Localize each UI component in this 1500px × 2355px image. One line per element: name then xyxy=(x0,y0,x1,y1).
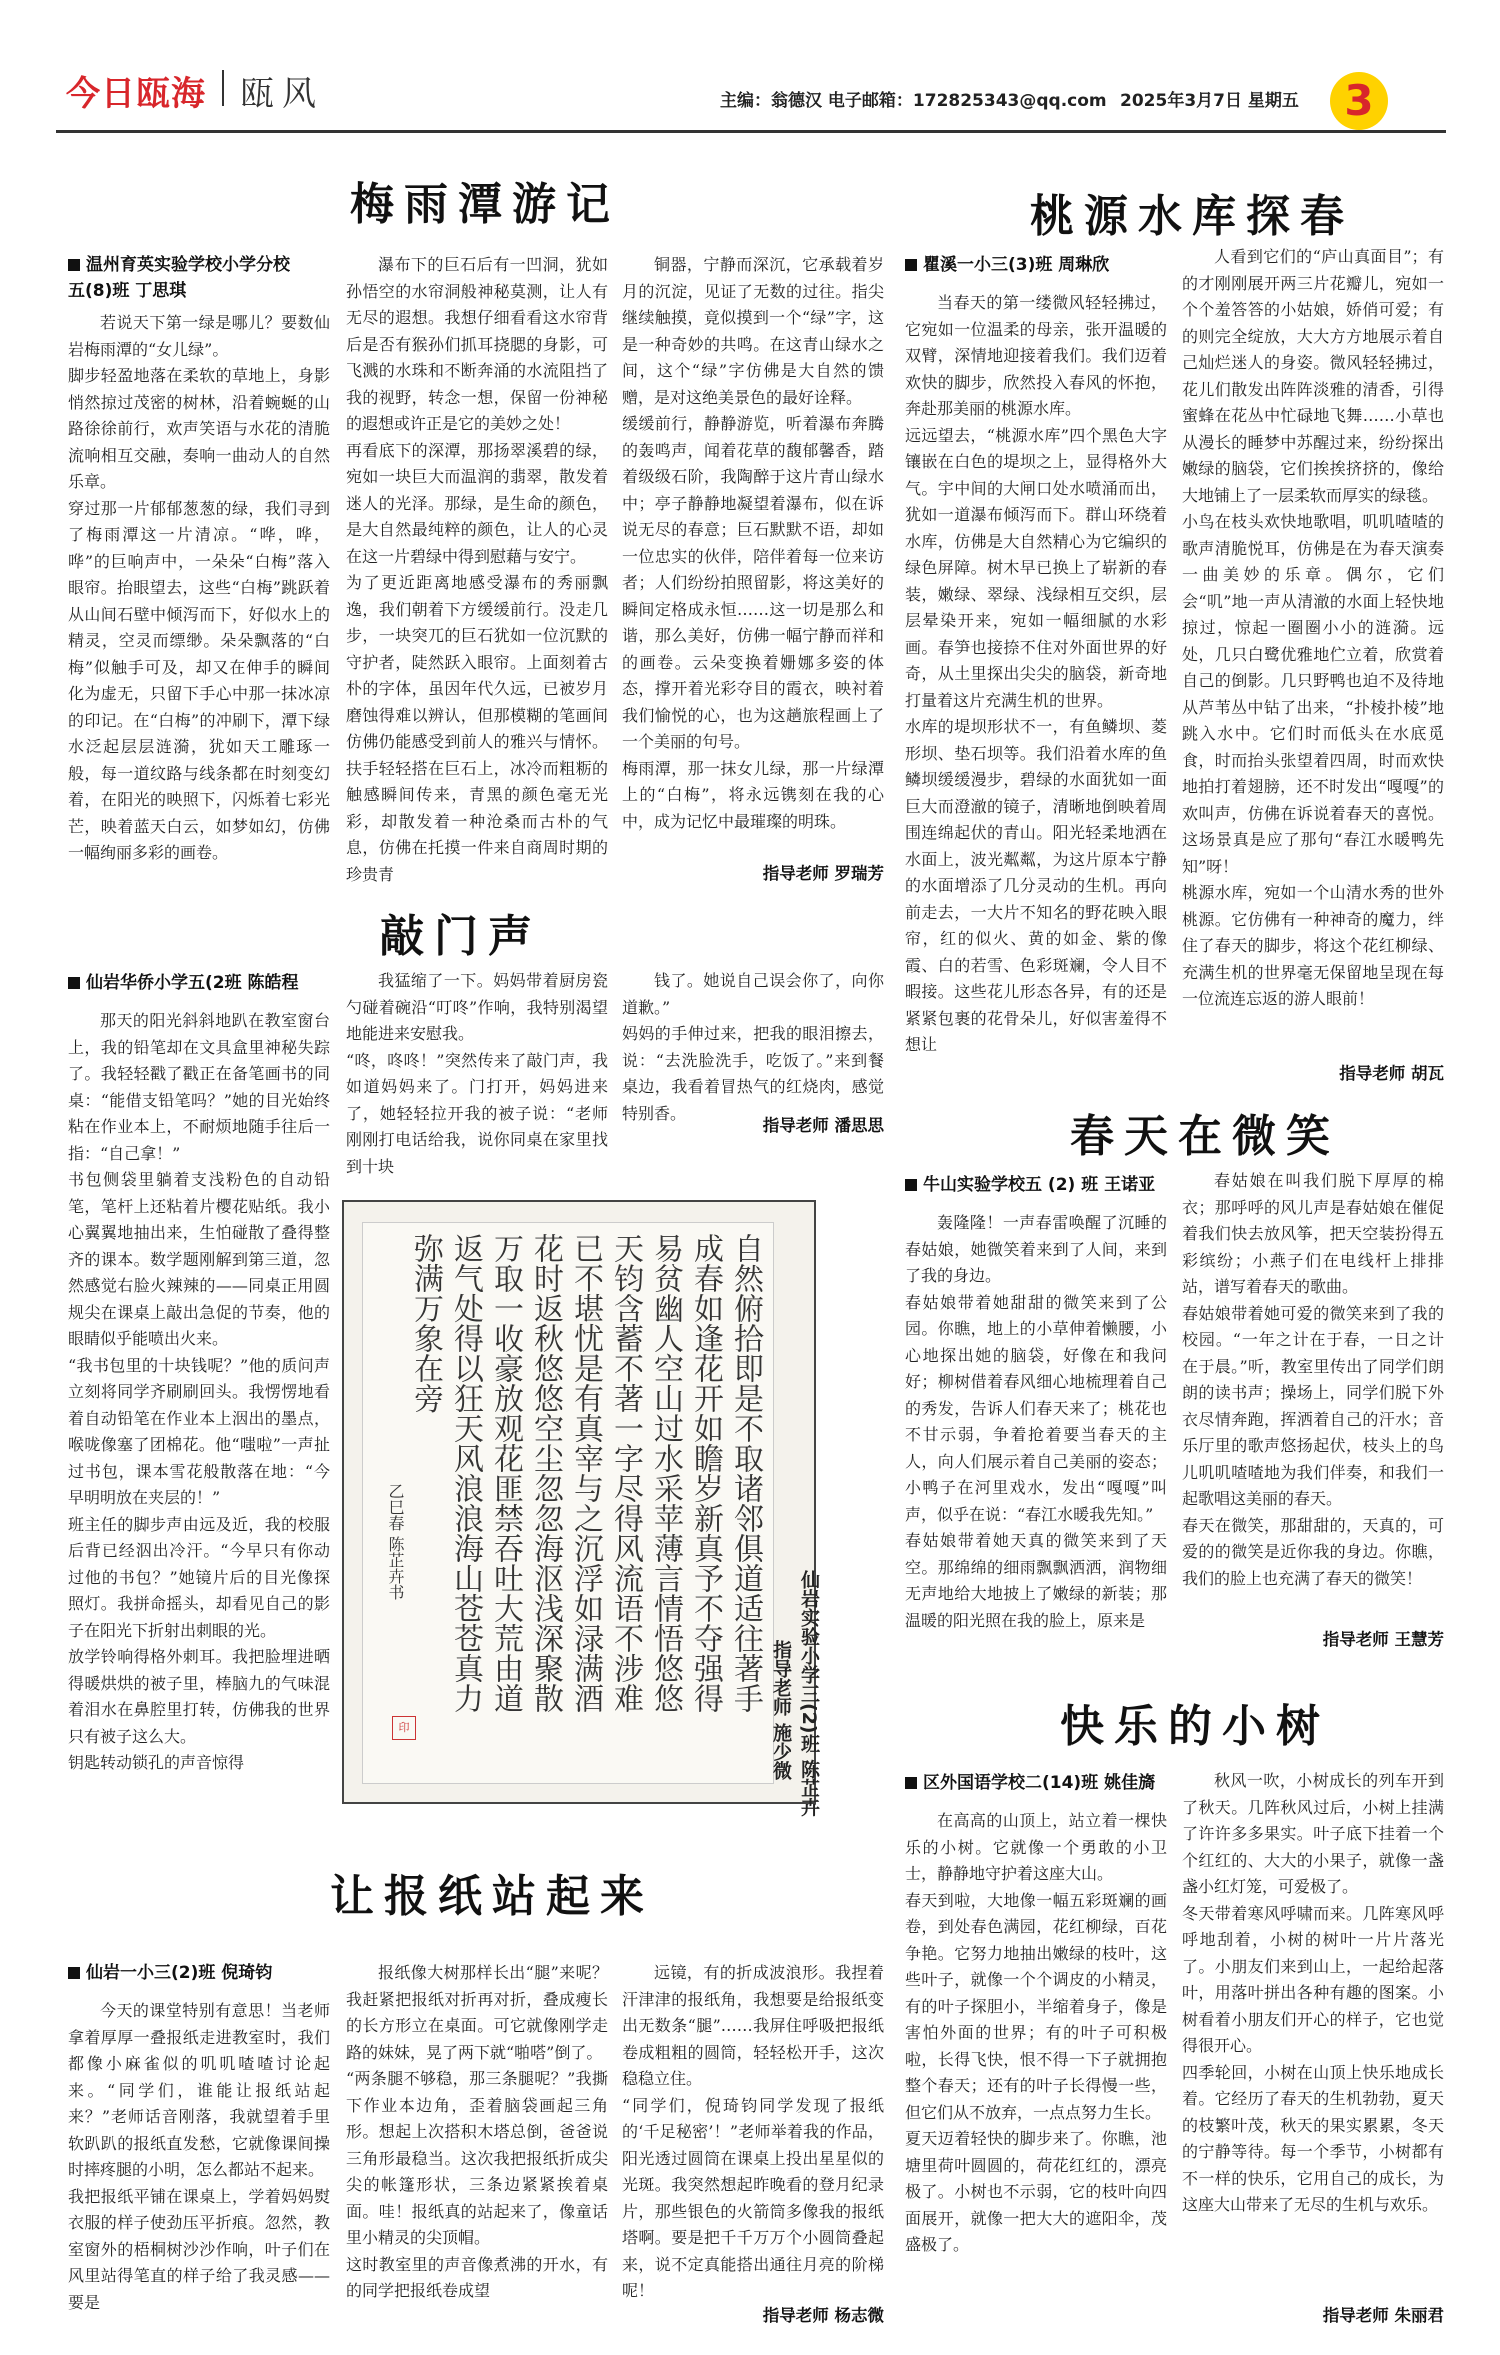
editor-email: 主编：翁德汉 电子邮箱：172825343@qq.com xyxy=(720,91,1107,111)
article-body-baozhi-col2: 报纸像大树那样长出“腿”来呢？我赶紧把报纸对折再对折，叠成瘦长的长方形立在桌面。可它就像刚学走路的妹妹，晃了两下就“啪嗒”倒了。 “两条腿不够稳，那三条腿呢？”我撕下作业本边角，歪着脑袋画起三角形。想起上次搭积木塔总倒，爸爸说三角形最稳当。这次我把报纸折成尖尖的帐篷形状，三条边紧紧挨着桌面。哇！报纸真的站起来了，像童话里小精灵的尖顶帽。 这时教室里的声音像煮沸的开水，有的同学把报纸卷成望 xyxy=(346,1963,608,2300)
calligraphy-teacher-caption: 指导老师 施少微 xyxy=(770,1640,792,1780)
teacher-chuntian: 指导老师 王慧芳 xyxy=(1322,1630,1444,1649)
article-title-taoyuan: 桃源水库探春 xyxy=(1030,191,1354,242)
calligraphy-column: 弥满万象在旁 xyxy=(408,1233,443,1413)
calligraphy-column: 返气处得以狂天风浪浪海山苍苍真力 xyxy=(448,1233,483,1713)
article-body-taoyuan-col2: 人看到它们的“庐山真面目”；有的才刚刚展开两三片花瓣儿，宛如一个个羞答答的小姑娘，娇俏可爱；有的则完全绽放，大大方方地展示着自己灿烂迷人的身姿。微风轻轻拂过，花儿们散发出阵阵淡雅的清香，引得蜜蜂在花丛中忙碌地飞舞……小草也从漫长的睡梦中苏醒过来，纷纷探出嫩绿的脑袋，它们挨挨挤挤的，像给大地铺上了一层柔软而厚实的绿毯。 小鸟在枝头欢快地歌唱，叽叽喳喳的歌声清脆悦耳，仿佛是在为春天演奏一曲美妙的乐章。偶尔，它们会“叽”地一声从清澈的水面上轻快地掠过，惊起一圈圈小小的涟漪。远处，几只白鹭优雅地伫立着，欣赏着自己的倒影。几只野鸭也迫不及待地从芦苇丛中钻了出来，“扑棱扑棱”地跳入水中。它们时而低头在水底觅食，时而抬头张望着四周，时而欢快地拍打着翅膀，还不时发出“嘎嘎”的欢叫声，仿佛在诉说着春天的喜悦。这场景真是应了那句“春江水暖鸭先知”呀！ 桃源水库，宛如一个山清水秀的世外桃源。它仿佛有一种神奇的魔力，绊住了春天的脚步，将这个花红柳绿、充满生机的世界毫无保留地呈现在每一位流连忘返的游人眼前！ xyxy=(1182,247,1444,1008)
article-title-baozhi: 让报纸站起来 xyxy=(330,1871,654,1922)
article-title-qiaomen: 敲门声 xyxy=(380,911,542,962)
teacher-meiyutan: 指导老师 罗瑞芳 xyxy=(762,864,884,883)
article-body-qiaomen-col1: 那天的阳光斜斜地趴在教室窗台上，我的铅笔却在文具盒里神秘失踪了。我轻轻戳了戳正在备笔画书的同桌：“能借支铅笔吗？”她的目光始终粘在作业本上，不耐烦地随手往后一指：“自己拿！” 书包侧袋里躺着支浅粉色的自动铅笔，笔杆上还粘着片樱花贴纸。我小心翼翼地抽出来，生怕碰散了叠得整齐的课本。数学题刚解到第三道，忽然感觉右脸火辣辣的——同桌正用圆规尖在课桌上敲出急促的节奏，他的眼睛似乎能喷出火来。 “我书包里的十块钱呢？”他的质问声立刻将同学齐刷刷回头。我愣愣地看着自动铅笔在作业本上洇出的墨点，喉咙像塞了团棉花。他“嗤啦”一声扯过书包，课本雪花般散落在地：“今早明明放在夹层的！” 班主任的脚步声由远及近，我的校服后背已经泅出冷汗。“今早只有你动过他的书包？”她镜片后的目光像探照灯。我拼命摇头，却看见自己的影子在阳光下折射出刺眼的光。 放学铃响得格外刺耳。我把脸埋进晒得暖烘烘的被子里，棒脑九的气味混着泪水在鼻腔里打转，仿佛我的世界只有被子这么大。 钥匙转动锁孔的声音惊得 xyxy=(68,1011,330,1772)
article-title-meiyutan: 梅雨潭游记 xyxy=(350,179,620,230)
masthead-divider xyxy=(222,70,224,106)
article-body-meiyutan-col2: 瀑布下的巨石后有一凹洞，犹如孙悟空的水帘洞般神秘莫测，让人有无尽的遐想。我想仔细看看这水帘背后是否有猴孙们抓耳挠腮的身影，可飞溅的水珠和不断奔涌的水流阻挡了我的视野，转念一想，保留一份神秘的遐想或许正是它的美妙之处！ 再看底下的深潭，那扬翠溪碧的绿，宛如一块巨大而温润的翡翠，散发着迷人的光泽。那绿，是生命的颜色，是大自然最纯粹的颜色，让人的心灵在这一片碧绿中得到慰藉与安宁。 为了更近距离地感受瀑布的秀丽飘逸，我们朝着下方缓缓前行。没走几步，一块突兀的巨石犹如一位沉默的守护者，陡然跃入眼帘。上面刻着古朴的字体，虽因年代久远，已被岁月磨蚀得难以辨认，但那模糊的笔画间仿佛仍能感受到前人的雅兴与情怀。扶手轻轻搭在巨石上，冰冷而粗粝的触感瞬间传来，青黑的颜色毫无光彩，却散发着一种沧桑而古朴的气息，仿佛在托摸一件来自商周时期的珍贵青 xyxy=(346,255,608,884)
article-body-chuntian-col2: 春姑娘在叫我们脱下厚厚的棉衣；那呼呼的风儿声是春姑娘在催促着我们快去放风筝，把天空装扮得五彩缤纷；小燕子们在电线杆上排排站，谱写着春天的歌曲。 春姑娘带着她可爱的微笑来到了我的校园。“一年之计在于春，一日之计在于晨。”听，教室里传出了同学们朗朗的读书声；操场上，同学们脱下外衣尽情奔跑，挥洒着自己的汗水；音乐厅里的歌声悠扬起伏，枝头上的鸟儿叽叽喳喳地为我们伴奏，和我们一起歌唱这美丽的春天。 春天在微笑，那甜甜的，天真的，可爱的的微笑是近你我的身边。你瞧，我们的脸上也充满了春天的微笑！ xyxy=(1182,1171,1444,1588)
article-body-qiaomen-col2: 我猛缩了一下。妈妈带着厨房瓷勺碰着碗沿“叮咚”作响，我特别渴望地能进来安慰我。 “咚，咚咚！”突然传来了敲门声，我如道妈妈来了。门打开，妈妈进来了，她轻轻拉开我的被子说：“老师刚刚打电话给我，说你同桌在家里找到十块 xyxy=(346,971,608,1176)
byline-xiaoshu: 区外国语学校二(14)班 姚佳旖 xyxy=(905,1770,1175,1796)
article-title-xiaoshu: 快乐的小树 xyxy=(1060,1701,1330,1752)
article-body-baozhi-col1: 今天的课堂特别有意思！当老师拿着厚厚一叠报纸走进教室时，我们都像小麻雀似的叽叽喳喳讨论起来。“同学们，谁能让报纸站起来？”老师话音刚落，我就望着手里软趴趴的报纸直发愁，它就像课间操时摔疼腿的小明，怎么都站不起来。 我把报纸平铺在课桌上，学着妈妈熨衣服的样子使劲压平折痕。忽然，教室窗外的梧桐树沙沙作响，叶子们在风里站得笔直的样子给了我灵感——要是 xyxy=(68,2001,330,2312)
article-body-qiaomen-col3: 钱了。她说自己误会你了，向你道歉。” 妈妈的手伸过来，把我的眼泪擦去，说：“去洗脸洗手，吃饭了。”来到餐桌边，我看着冒热气的红烧肉，感觉特别香。 xyxy=(622,971,884,1123)
byline-taoyuan: 瞿溪一小三(3)班 周琳欣 xyxy=(905,252,1167,278)
teacher-baozhi: 指导老师 杨志微 xyxy=(762,2306,884,2325)
newspaper-logo: 今日瓯海 xyxy=(66,74,206,114)
byline-meiyutan: 温州育英实验学校小学分校 五(8)班 丁思琪 xyxy=(68,252,330,304)
calligraphy-column: 已不堪忧是有真宰与之沉浮如渌满酒 xyxy=(568,1233,603,1713)
calligraphy-column: 易贫幽人空山过水采苹薄言情悟悠悠 xyxy=(648,1233,683,1713)
calligraphy-column: 万取一收豪放观花匪禁吞吐大荒由道 xyxy=(488,1233,523,1713)
calligraphy-seal: 印 xyxy=(392,1716,416,1740)
article-body-chuntian-col1: 轰隆隆！一声春雷唤醒了沉睡的春姑娘，她微笑着来到了人间，来到了我的身边。 春姑娘带着她甜甜的微笑来到了公园。你瞧，地上的小草伸着懒腰，小心地探出她的脑袋，好像在和我问好；柳树借着春风细心地梳理着自己的秀发，告诉人们春天来了；桃花也不甘示弱，争着抢着要当春天的主人，向人们展示着自己美丽的姿态；小鸭子在河里戏水，发出“嘎嘎”叫声，似乎在说：“春江水暖我先知。” 春姑娘带着她天真的微笑来到了天空。那绵绵的细雨飘飘洒洒，润物细无声地给大地披上了嫩绿的新装；那温暖的阳光照在我的脸上，原来是 xyxy=(905,1213,1167,1630)
calligraphy-signature: 乙巳春 陈芷卉书 xyxy=(386,1483,405,1601)
article-body-meiyutan-col1: 若说天下第一绿是哪儿？要数仙岩梅雨潭的“女儿绿”。 脚步轻盈地落在柔软的草地上，身影悄然掠过茂密的树林，沿着蜿蜒的山路徐徐前行，欢声笑语与水花的清脆流响相互交融，奏响一曲动人的自然乐章。 穿过那一片郁郁葱葱的绿，我们寻到了梅雨潭这一片清凉。“哗，哗，哗”的巨响声中，一朵朵“白梅”落入眼帘。抬眼望去，这些“白梅”跳跃着从山间石壁中倾泻而下，好似水上的精灵，空灵而缥缈。朵朵飘落的“白梅”似触手可及，却又在伸手的瞬间化为虚无，只留下手心中那一抹冰凉的印记。在“白梅”的冲刷下，潭下绿水泛起层层涟漪，犹如天工雕琢一般，每一道纹路与线条都在时刻变幻着，在阳光的映照下，闪烁着七彩光芒，映着蓝天白云，如梦如幻，仿佛一幅绚丽多彩的画卷。 xyxy=(68,313,330,862)
calligraphy-column: 成春如逢花开如瞻岁新真予不夺强得 xyxy=(688,1233,723,1713)
calligraphy-artwork xyxy=(362,1222,774,1784)
calligraphy-author-caption: 仙岩实验小学三(2)班 陈芷卉 xyxy=(798,1570,820,1817)
teacher-xiaoshu: 指导老师 朱丽君 xyxy=(1322,2306,1444,2325)
masthead-rule xyxy=(56,130,1446,133)
article-body-meiyutan-col3: 铜器，宁静而深沉，它承载着岁月的沉淀，见证了无数的过往。指尖继续触摸，竟似摸到一个“绿”字，这是一种奇妙的共鸣。在这青山绿水之间，这个“绿”字仿佛是大自然的馈赠，是对这绝美景色的最好诠释。 缓缓前行，静静游览，听着瀑布奔腾的轰鸣声，闻着花草的馥郁馨香，踏着级级石阶，我陶醉于这片青山绿水中；亭子静静地凝望着瀑布，似在诉说无尽的春意；巨石默默不语，却如一位忠实的伙伴，陪伴着每一位来访者；人们纷纷拍照留影，将这美好的瞬间定格成永恒……这一切是那么和谐，那么美好，仿佛一幅宁静而祥和的画卷。云朵变换着姗娜多姿的体态，撑开着光彩夺目的霞衣，映衬着我们愉悦的心，也为这趟旅程画上了一个美丽的句号。 梅雨潭，那一抹女儿绿，那一片绿潭上的“白梅”，将永远镌刻在我的心中，成为记忆中最璀璨的明珠。 xyxy=(622,255,884,831)
teacher-qiaomen: 指导老师 潘思思 xyxy=(762,1116,884,1135)
article-title-chuntian: 春天在微笑 xyxy=(1070,1111,1340,1162)
article-body-taoyuan-col1: 当春天的第一缕微风轻轻拂过，它宛如一位温柔的母亲，张开温暖的双臂，深情地迎接着我们。我们迈着欢快的脚步，欣然投入春风的怀抱，奔赴那美丽的桃源水库。 远远望去，“桃源水库”四个黑色大字镶嵌在白色的堤坝之上，显得格外大气。宇中间的大闸口处水喷涌而出，犹如一道瀑布倾泻而下。群山环绕着水库，仿佛是大自然精心为它编织的绿色屏障。树木早已换上了崭新的春装，嫩绿、翠绿、浅绿相互交织，层层晕染开来，宛如一幅细腻的水彩画。春笋也接捺不住对外面世界的好奇，从土里探出尖尖的脑袋，新奇地打量着这片充满生机的世界。 水库的堤坝形状不一，有鱼鳞坝、菱形坝、垫石坝等。我们沿着水库的鱼鳞坝缓缓漫步，碧绿的水面犹如一面巨大而澄澈的镜子，清晰地倒映着周围连绵起伏的青山。阳光轻柔地洒在水面上，波光粼粼，为这片原本宁静的水面增添了几分灵动的生机。再向前走去，一大片不知名的野花映入眼帘，红的似火、黄的如金、紫的像霞、白的若雪、色彩斑斓，令人目不暇接。这些花儿形态各异，有的还是紧紧包裹的花骨朵儿，好似害羞得不想让 xyxy=(905,293,1167,1054)
teacher-taoyuan: 指导老师 胡瓦 xyxy=(1339,1064,1444,1083)
issue-date: 2025年3月7日 星期五 xyxy=(1120,91,1299,111)
page-number-badge: 3 xyxy=(1330,72,1388,130)
calligraphy-column: 自然俯拾即是不取诸邻俱道适往著手 xyxy=(728,1233,763,1713)
byline-baozhi: 仙岩一小三(2)班 倪琦钧 xyxy=(68,1960,330,1986)
byline-chuntian: 牛山实验学校五 (2) 班 王诺亚 xyxy=(905,1172,1175,1198)
section-title: 瓯风 xyxy=(240,74,324,114)
byline-qiaomen: 仙岩华侨小学五(2班 陈皓程 xyxy=(68,970,330,996)
calligraphy-column: 花时返秋悠悠空尘忽忽海沤浅深聚散 xyxy=(528,1233,563,1713)
calligraphy-column: 天钧含蓄不著一字尽得风流语不涉难 xyxy=(608,1233,643,1713)
article-body-xiaoshu-col2: 秋风一吹，小树成长的列车开到了秋天。几阵秋风过后，小树上挂满了许许多多果实。叶子底下挂着一个个红红的、大大的小果子，就像一盏盏小红灯笼，可爱极了。 冬天带着寒风呼啸而来。几阵寒风呼呼地刮着，小树的树叶一片片落光了。小朋友们来到山上，一起给起落叶，用落叶拼出各种有趣的图案。小树看着小朋友们开心的样子，它也觉得很开心。 四季轮回，小树在山顶上快乐地成长着。它经历了春天的生机勃勃，夏天的枝繁叶茂，秋天的果实累累，冬天的宁静等待。每一个季节，小树都有不一样的快乐，它用自己的成长，为这座大山带来了无尽的生机与欢乐。 xyxy=(1182,1771,1444,2214)
article-body-xiaoshu-col1: 在高高的山顶上，站立着一棵快乐的小树。它就像一个勇敢的小卫士，静静地守护着这座大山。 春天到啦，大地像一幅五彩斑斓的画卷，到处春色满园，花红柳绿，百花争艳。它努力地抽出嫩绿的枝叶，这些叶子，就像一个个调皮的小精灵，有的叶子探胆小，半缩着身子，像是害怕外面的世界；有的叶子可积极啦，长得飞快，恨不得一下子就拥抱整个春天；还有的叶子长得慢一些，但它们从不放弃，一点点努力生长。 夏天迈着轻快的脚步来了。你瞧，池塘里荷叶圆圆的，荷花红红的，漂亮极了。小树也不示弱，它的枝叶向四面展开，就像一把大大的遮阳伞，茂盛极了。 xyxy=(905,1811,1167,2254)
article-body-baozhi-col3: 远镜，有的折成波浪形。我捏着汗津津的报纸角，我想要是给报纸变出无数条“腿”……我屏住呼吸把报纸卷成粗粗的圆筒，轻轻松开手，这次稳稳立住。 “同学们，倪琦钧同学发现了报纸的‘千足秘密’！”老师举着我的作品，阳光透过圆筒在课桌上投出星星似的光斑。我突然想起昨晚看的登月纪录片，那些银色的火箭筒多像我的报纸塔啊。要是把千千万万个小圆筒叠起来，说不定真能搭出通往月亮的阶梯呢！ xyxy=(622,1963,884,2300)
